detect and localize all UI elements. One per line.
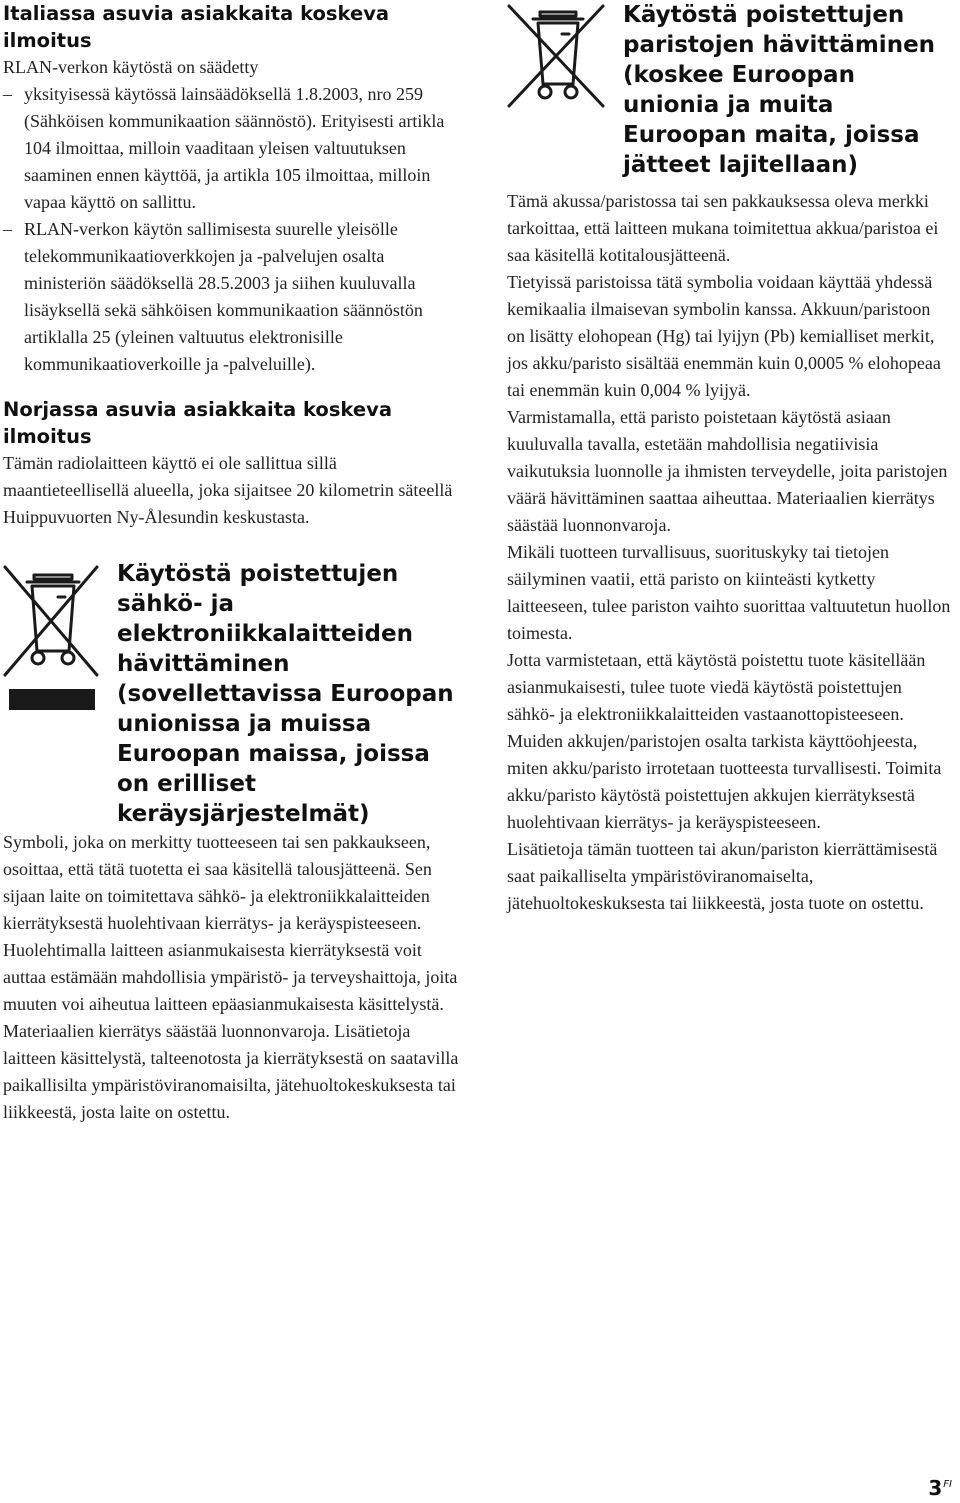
battery-paragraph-3: Varmistamalla, että paristo poistetaan käytöstä asiaan kuuluvalla tavalla, estetään mahdollisia negatiivisia vaikutuksia luonnolle ja ihmisten terveydelle, joita paristojen väärä hävittäminen saattaa aiheuttaa. Materiaalien kierrätys säästää luonnonvaroja.	[507, 407, 948, 535]
list-dash: –	[3, 84, 12, 104]
italy-notice-item-1	[3, 81, 463, 216]
page-number-value: 3	[928, 1476, 943, 1500]
norway-notice-body: Tämän radiolaitteen käyttö ei ole sallittua sillä maantieteellisellä alueella, joka sijaitsee 20 kilometrin säteellä Huippuvuorten Ny-Ålesundin keskustasta.	[3, 453, 453, 527]
italy-notice-item-2-text: RLAN-verkon käytön sallimisesta suurelle yleisölle telekommunikaatioverkkojen ja -palvelujen osalta ministeriön säädöksellä 28.5.2003 ja siihen kuuluvalla lisäyksellä sekä sähköisen kommunikaation säännöstön artiklalla 25 (yleinen valtuutus elektronisille kommunikaatioverkoille ja -palveluille).	[24, 219, 423, 374]
battery-section	[507, 0, 952, 180]
crossed-out-wheelie-bin-icon	[507, 4, 607, 110]
left-column	[3, 0, 463, 1126]
italy-notice-heading: Italiassa asuvia asiakkaita koskeva ilmoitus	[3, 2, 390, 52]
battery-heading: Käytöstä poistettujen paristojen hävittäminen (koskee Euroopan unionia ja muita Euroopan maita, joissa jätteet lajitellaan)	[623, 2, 936, 178]
page-number	[928, 1476, 952, 1500]
list-dash: –	[3, 219, 12, 239]
right-column	[507, 0, 952, 917]
italy-notice-item-2	[3, 216, 463, 378]
norway-notice-heading: Norjassa asuvia asiakkaita koskeva ilmoitus	[3, 398, 392, 448]
crossed-out-wheelie-bin-icon	[3, 563, 101, 729]
italy-notice-intro: RLAN-verkon käytöstä on säädetty	[3, 57, 259, 77]
battery-paragraph-7: Lisätietoja tämän tuotteen tai akun/pariston kierrättämisestä saat paikalliselta ympäristöviranomaiselta, jätehuoltokeskuksesta tai liikkeestä, josta tuote on ostettu.	[507, 839, 938, 913]
battery-paragraph-2: Tietyissä paristoissa tätä symbolia voidaan käyttää yhdessä kemikaalia ilmaisevan symbolin kanssa. Akkuun/paristoon on lisätty elohopean (Hg) tai lyijyn (Pb) kemialliset merkit, jos akku/paristo sisältää enemmän kuin 0,0005 % elohopeaa tai enemmän kuin 0,004 % lyijyä.	[507, 272, 941, 400]
battery-paragraph-4: Mikäli tuotteen turvallisuus, suorituskyky tai tietojen säilyminen vaatii, että paristo on kiinteästi kytketty laitteeseen, tulee pariston vaihto suorittaa valtuutetun huollon toimesta.	[507, 542, 951, 643]
battery-paragraph-1: Tämä akussa/paristossa tai sen pakkauksessa oleva merkki tarkoittaa, että laitteen mukana toimitettua akkua/paristoa ei saa käsitellä kotitalousjätteenä.	[507, 191, 939, 265]
battery-paragraph-5: Jotta varmistetaan, että käytöstä poistettu tuote käsitellään asianmukaisesti, tulee tuote viedä käytöstä poistettujen sähkö- ja elektroniikkalaitteiden vastaanottopisteeseen.	[507, 650, 926, 724]
page-language-code: FI	[943, 1479, 952, 1490]
weee-heading: Käytöstä poistettujen sähkö- ja elektroniikkalaitteiden hävittäminen (sovellettavissa Euroopan unionissa ja muissa Euroopan maissa, joissa on erilliset keräysjärjestelmät)	[117, 561, 454, 827]
weee-body: Symboli, joka on merkitty tuotteeseen tai sen pakkaukseen, osoittaa, että tätä tuotetta ei saa käsitellä talousjätteenä. Sen sijaan laite on toimitettava sähkö- ja elektroniikkalaitteiden kierrätyksestä huolehtivaan kierrätys- ja keräyspisteeseen. Huolehtimalla laitteen asianmukaisesta kierrätyksestä voit auttaa estämään mahdollisia ympäristö- ja terveyshaittoja, joita muuten voi aiheutua laitteen epäasianmukaisesta käsittelystä. Materiaalien kierrätys säästää luonnonvaroja. Lisätietoja laitteen käsittelystä, talteenotosta ja kierrätyksestä on saatavilla paikallisilta ympäristöviranomaisilta, jätehuoltokeskuksesta tai liikkeestä, josta laite on ostettu.	[3, 832, 459, 1122]
weee-section	[3, 559, 463, 829]
battery-paragraph-6: Muiden akkujen/paristojen osalta tarkista käyttöohjeesta, miten akku/paristo irrotetaan tuotteesta turvallisesti. Toimita akku/paristo käytöstä poistettujen akkujen kierrätyksestä huolehtivaan kierrätys- ja keräyspisteeseen.	[507, 731, 942, 832]
italy-notice-item-1-text: yksityisessä käytössä lainsäädöksellä 1.8.2003, nro 259 (Sähköisen kommunikaation säännöstö). Erityisesti artikla 104 ilmoittaa, milloin vaaditaan yleisen valtuutuksen saaminen ennen käyttöä, ja artikla 105 ilmoittaa, milloin vapaa käyttö on sallittu.	[24, 84, 445, 212]
